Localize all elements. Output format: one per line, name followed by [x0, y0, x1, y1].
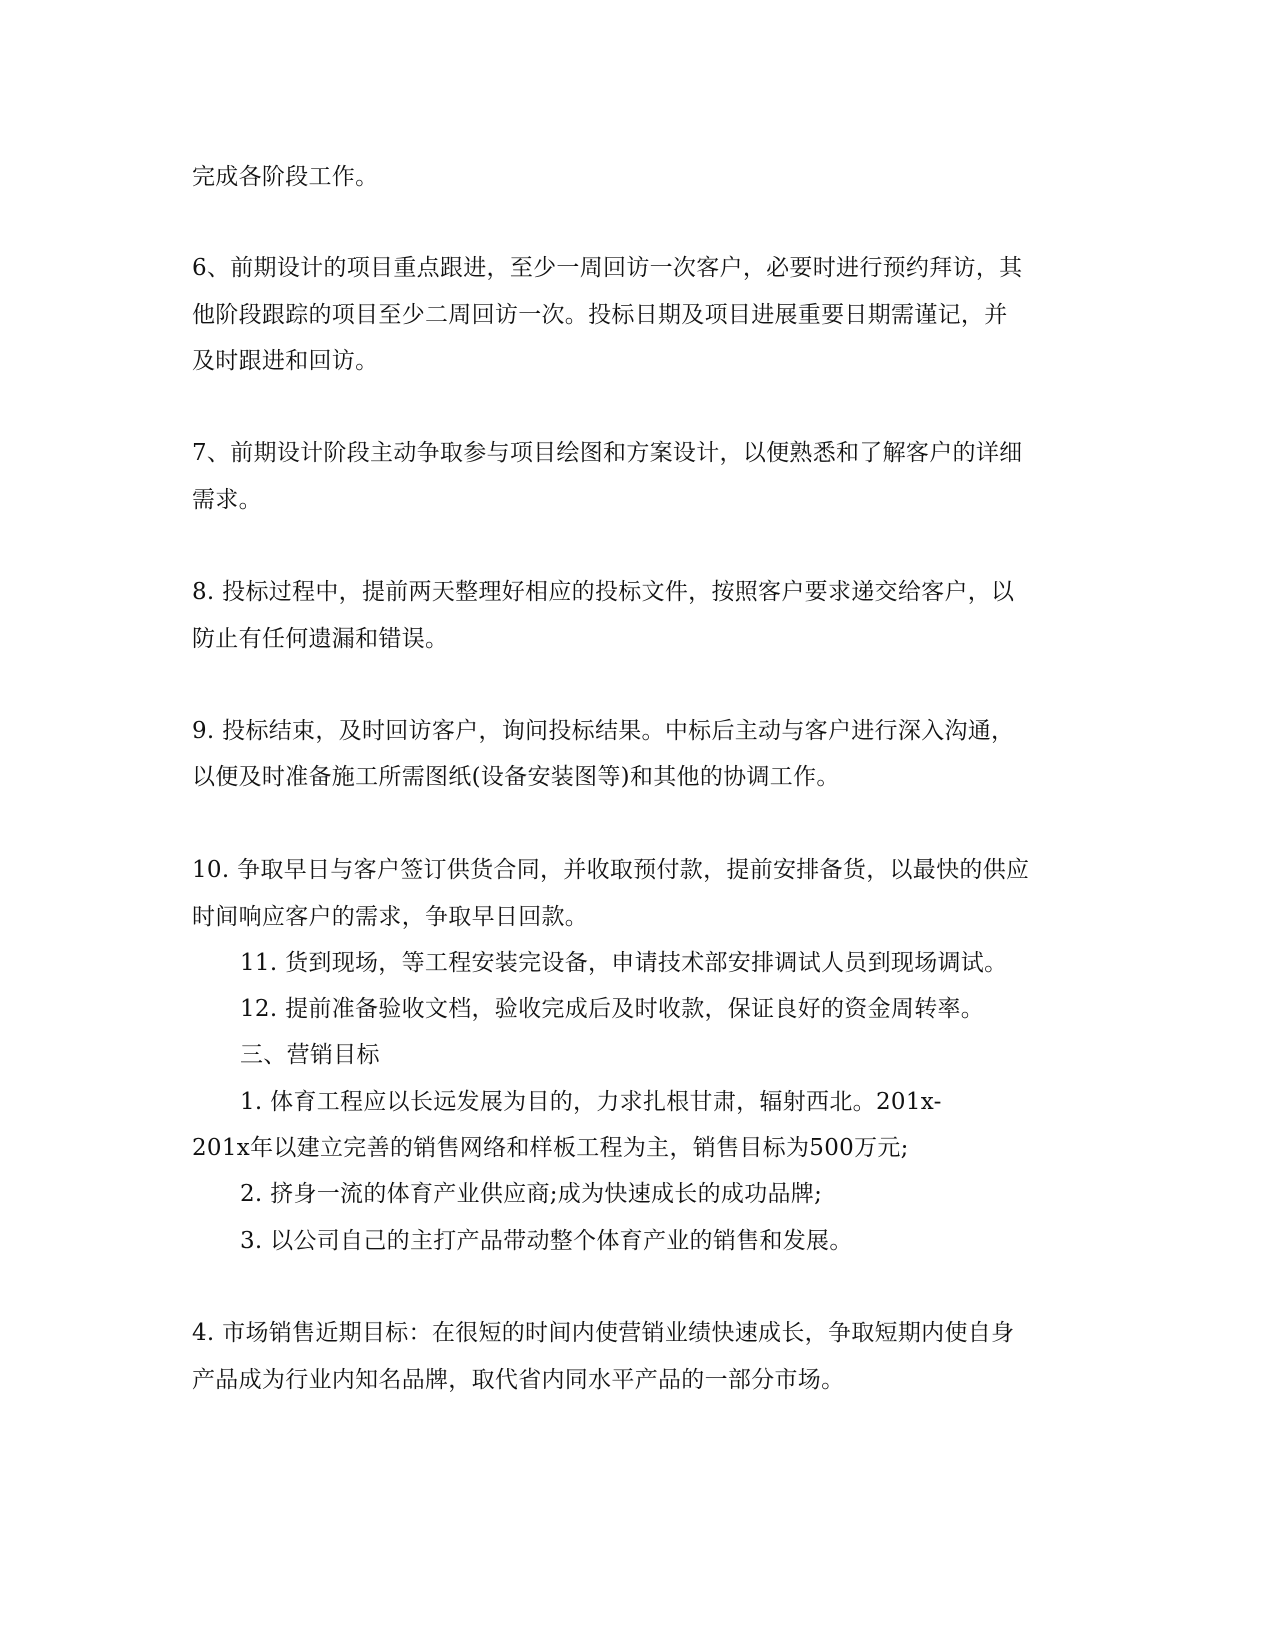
paragraph-line: 防止有任何遗漏和错误。: [192, 626, 449, 652]
section-heading: 三、营销目标: [240, 1042, 380, 1068]
paragraph-line: 他阶段跟踪的项目至少二周回访一次。投标日期及项目进展重要日期需谨记，并: [192, 302, 1008, 328]
paragraph-line: 时间响应客户的需求，争取早日回款。: [192, 904, 589, 930]
paragraph-line: 7、前期设计阶段主动争取参与项目绘图和方案设计，以便熟悉和了解客户的详细: [192, 440, 1023, 466]
paragraph-line: 9. 投标结束，及时回访客户，询问投标结果。中标后主动与客户进行深入沟通，: [192, 718, 1015, 744]
paragraph-line: 完成各阶段工作。: [192, 164, 379, 190]
paragraph-line: 2. 挤身一流的体育产业供应商;成为快速成长的成功品牌;: [240, 1181, 823, 1207]
paragraph-line: 1. 体育工程应以长远发展为目的，力求扎根甘肃，辐射西北。201x-: [240, 1089, 942, 1115]
paragraph-line: 4. 市场销售近期目标：在很短的时间内使营销业绩快速成长，争取短期内使自身: [192, 1320, 1015, 1346]
paragraph-line: 及时跟进和回访。: [192, 348, 379, 374]
paragraph-line: 12. 提前准备验收文档，验收完成后及时收款，保证良好的资金周转率。: [240, 996, 985, 1022]
paragraph-line: 以便及时准备施工所需图纸(设备安装图等)和其他的协调工作。: [192, 764, 840, 790]
paragraph-line: 3. 以公司自己的主打产品带动整个体育产业的销售和发展。: [240, 1228, 853, 1254]
paragraph-line: 6、前期设计的项目重点跟进，至少一周回访一次客户，必要时进行预约拜访，其: [192, 255, 1023, 281]
paragraph-line: 201x年以建立完善的销售网络和样板工程为主，销售目标为500万元;: [192, 1135, 909, 1161]
paragraph-line: 产品成为行业内知名品牌，取代省内同水平产品的一部分市场。: [192, 1367, 845, 1393]
paragraph-line: 11. 货到现场，等工程安装完设备，申请技术部安排调试人员到现场调试。: [240, 950, 1008, 976]
paragraph-line: 需求。: [192, 487, 262, 513]
paragraph-line: 10. 争取早日与客户签订供货合同，并收取预付款，提前安排备货，以最快的供应: [192, 857, 1030, 883]
paragraph-line: 8. 投标过程中，提前两天整理好相应的投标文件，按照客户要求递交给客户，以: [192, 579, 1015, 605]
